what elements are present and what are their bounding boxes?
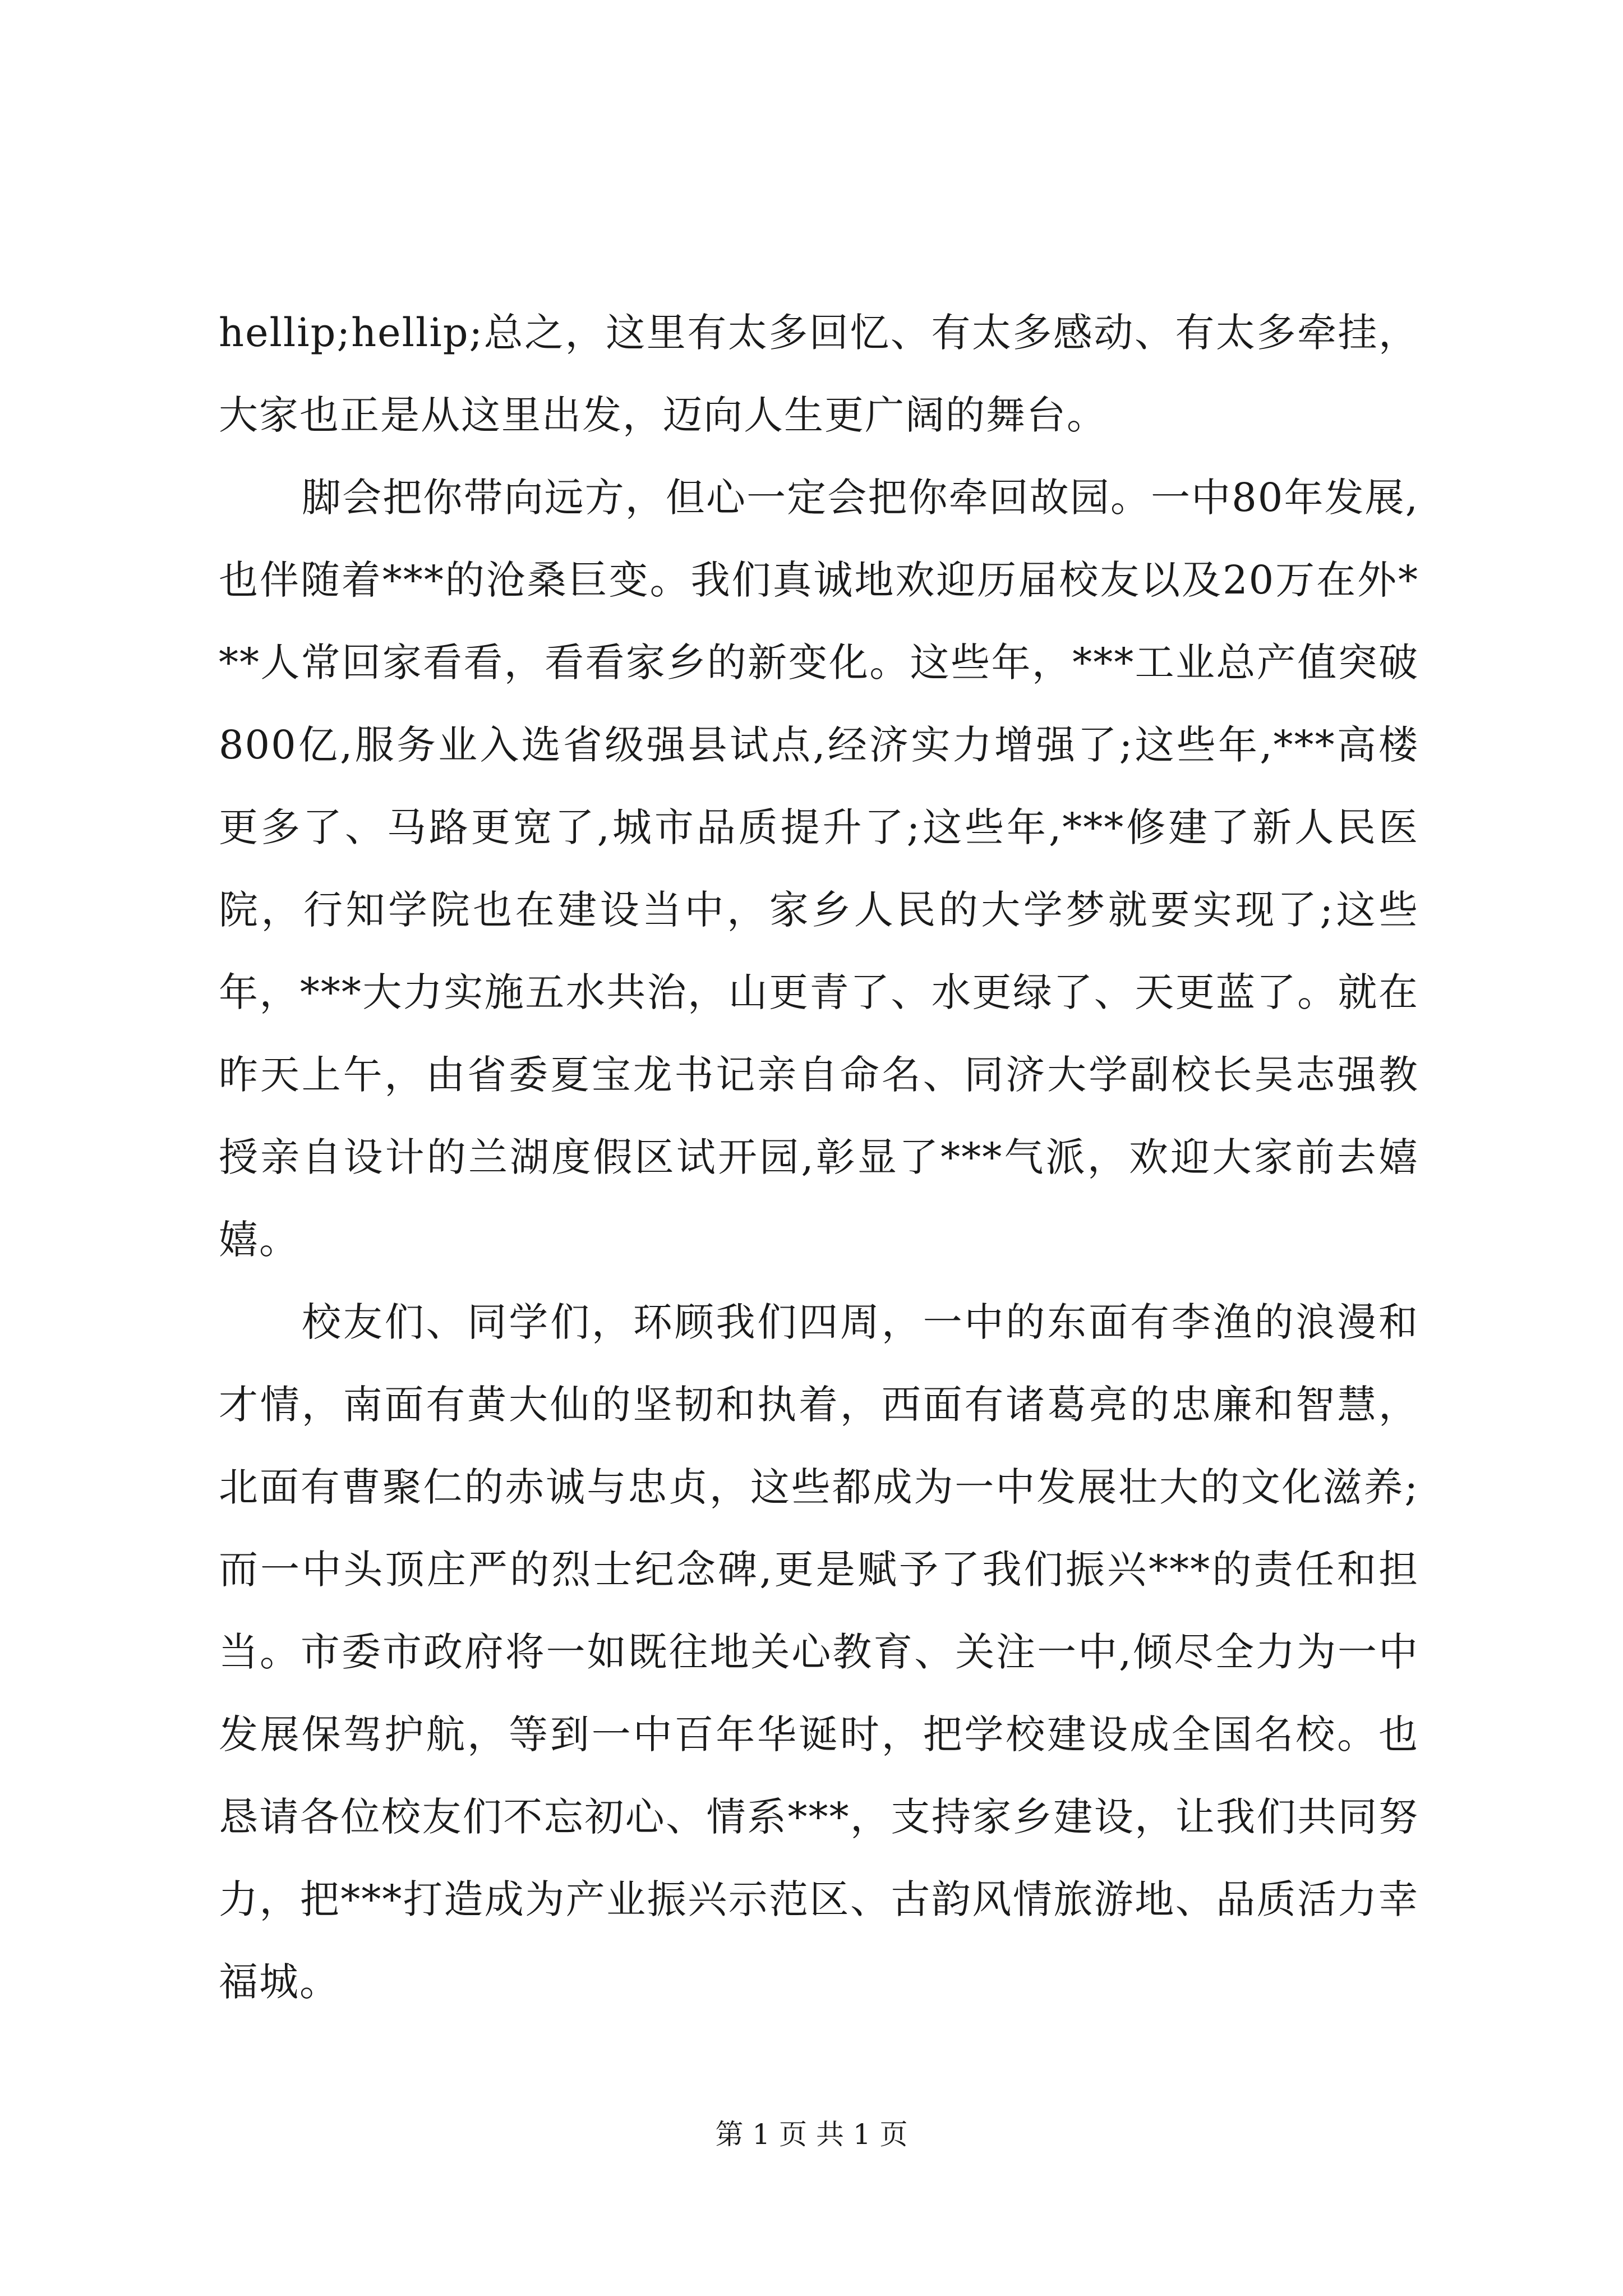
paragraph-3: 校友们、同学们，环顾我们四周，一中的东面有李渔的浪漫和才情，南面有黄大仙的坚韧和执着，西面有诸葛亮的忠廉和智慧，北面有曹聚仁的赤诚与忠贞，这些都成为一中发展壮大的文化滋养;而一中头顶庄严的烈士纪念碑,更是赋予了我们振兴***的责任和担当。市委市政府将一如既往地关心教育、关注一中,倾尽全力为一中发展保驾护航，等到一中百年华诞时，把学校建设成全国名校。也恳请各位校友们不忘初心、情系***，支持家乡建设，让我们共同努力，把***打造成为产业振兴示范区、古韵风情旅游地、品质活力幸福城。 bbox=[219, 1299, 1419, 2005]
paragraph-2: 脚会把你带向远方，但心一定会把你牵回故园。一中80年发展,也伴随着***的沧桑巨变。我们真诚地欢迎历届校友以及20万在外***人常回家看看，看看家乡的新变化。这些年，***工业总产值突破800亿,服务业入选省级强县试点,经济实力增强了;这些年,***高楼更多了、马路更宽了,城市品质提升了;这些年,***修建了新人民医院，行知学院也在建设当中，家乡人民的大学梦就要实现了;这些年，***大力实施五水共治，山更青了、水更绿了、天更蓝了。就在昨天上午，由省委夏宝龙书记亲自命名、同济大学副校长吴志强教授亲自设计的兰湖度假区试开园,彰显了***气派，欢迎大家前去嬉嬉。 bbox=[219, 475, 1419, 1263]
page-number-footer: 第 1 页 共 1 页 bbox=[715, 2118, 908, 2151]
document-body bbox=[219, 292, 1419, 2023]
paragraph-1: hellip;hellip;总之，这里有太多回忆、有太多感动、有太多牵挂，大家也正是从这里出发，迈向人生更广阔的舞台。 bbox=[219, 310, 1419, 438]
